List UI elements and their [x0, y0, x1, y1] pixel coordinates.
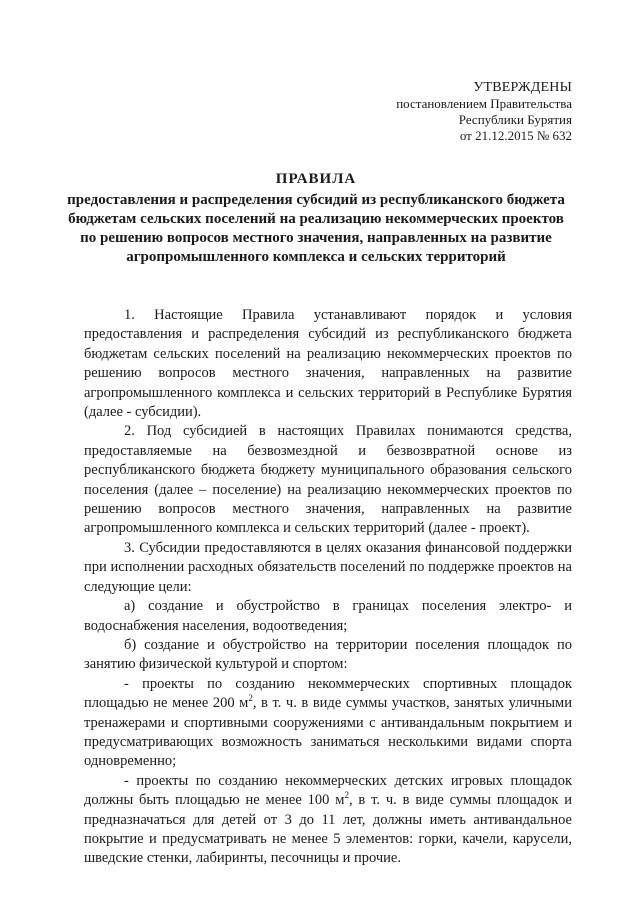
playground-text-start: - проекты по созданию некоммерческих детских игровых площадок должны быть площадью не менее 100 м: [84, 772, 572, 809]
approval-line-decree: постановлением Правительства: [396, 96, 572, 111]
approval-stamp: [396, 80, 572, 144]
playground-text-end: , в т. ч. в виде суммы площадок и предназначаться для детей от 3 до 11 лет, должны иметь антивандальное покрытие и предусматривать не менее 5 элементов: горки, качели, карусели, шведские стенки, лабиринты, песочницы и прочие.: [84, 792, 573, 867]
sports-text-start: - проекты по созданию некоммерческих спортивных площадок площадью не менее 200 м: [84, 675, 572, 712]
paragraph-3: 3. Субсидии предоставляются в целях оказания финансовой поддержки при исполнении расходных обязательств поселений по поддержке проектов на следующие цели:: [84, 539, 572, 595]
sports-superscript: 2: [248, 693, 253, 704]
paragraph-3a: а) создание и обустройство в границах поселения электро- и водоснабжения населения, водоотведения;: [84, 598, 572, 634]
paragraph-playgrounds: [84, 772, 572, 869]
sports-text-end: , в т. ч. в виде суммы участков, занятых уличными тренажерами и спортивными сооружениями с антивандальным покрытием и предусматривающих возможность заниматься несколькими видами спорта одновременно;: [84, 695, 572, 770]
paragraph-sports-grounds: [84, 675, 572, 772]
playground-superscript: 2: [344, 790, 349, 801]
paragraph-1: 1. Настоящие Правила устанавливают порядок и условия предоставления и распределения субсидий из республиканского бюджета бюджетам сельских поселений на реализацию некоммерческих проектов по решению вопросов местного значения, направленных на развитие агропромышленного комплекса и сельских территорий в Республике Бурятия (далее - субсидии).: [84, 307, 572, 421]
document-title: ПРАВИЛА: [275, 171, 357, 187]
approval-line-date-number: от 21.12.2015 № 632: [459, 128, 572, 143]
approval-line-republic: Республики Бурятия: [458, 112, 572, 127]
paragraph-2: 2. Под субсидией в настоящих Правилах понимаются средства, предоставляемые на безвозмездной и безвозвратной основе из республиканского бюджета бюджету муниципального образования сельского поселения (далее – поселение) на реализацию некоммерческих проектов по решению вопросов местного значения, направленных на развитие агропромышленного комплекса и сельских территорий (далее - проект).: [84, 423, 572, 537]
paragraph-3b: б) создание и обустройство на территории поселения площадок по занятию физической культурой и спортом:: [84, 636, 572, 673]
document-heading: [60, 170, 572, 267]
document-subtitle: предоставления и распределения субсидий из республиканского бюджета бюджетам сельских поселений на реализацию некоммерческих проектов по решению вопросов местного значения, направленных на развитие агропромышленного комплекса и сельских территорий: [67, 192, 565, 265]
document-body: [84, 306, 572, 869]
approval-title: УТВЕРЖДЕНЫ: [473, 80, 572, 95]
